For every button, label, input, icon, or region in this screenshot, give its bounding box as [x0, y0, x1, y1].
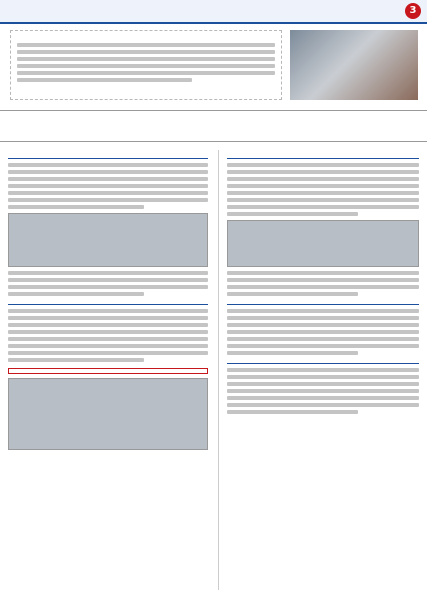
- left-column: [8, 150, 208, 590]
- editorial-note: [10, 30, 282, 100]
- section-title: [8, 300, 208, 305]
- right-column: [218, 150, 419, 590]
- section-title: [227, 300, 419, 305]
- section-title: [8, 154, 208, 159]
- header-photo: [290, 30, 418, 100]
- photo-box-title: [8, 368, 208, 374]
- page-header: [0, 0, 427, 24]
- section-title: [227, 154, 419, 159]
- photo-collage: [8, 378, 208, 450]
- main-headline: [0, 110, 427, 142]
- section-title: [227, 359, 419, 364]
- article-photo: [8, 213, 208, 267]
- page-number-badge: 3: [405, 3, 421, 19]
- article-photo: [227, 220, 419, 267]
